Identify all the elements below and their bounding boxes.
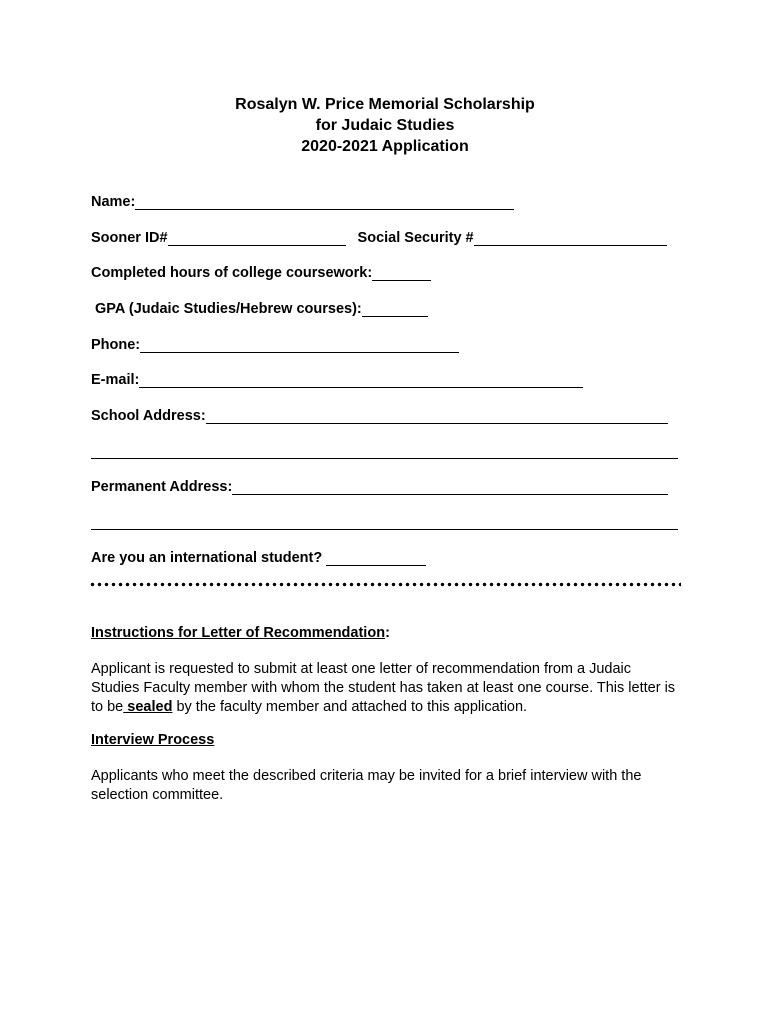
ssn-field[interactable] bbox=[474, 230, 667, 246]
email-field[interactable] bbox=[139, 372, 583, 388]
email-label: E-mail: bbox=[91, 372, 140, 388]
title-line-1: Rosalyn W. Price Memorial Scholarship bbox=[235, 96, 535, 113]
email-row bbox=[91, 370, 583, 388]
phone-label: Phone: bbox=[91, 337, 141, 353]
name-row bbox=[91, 192, 514, 210]
school-address-row bbox=[91, 406, 668, 424]
name-field[interactable] bbox=[135, 194, 514, 210]
sooner-id-label: Sooner ID# bbox=[91, 230, 168, 246]
gpa-label: GPA (Judaic Studies/Hebrew courses): bbox=[91, 301, 362, 317]
gpa-row bbox=[91, 299, 428, 317]
permanent-address-field-line-2[interactable] bbox=[91, 515, 678, 530]
title-line-3: 2020-2021 Application bbox=[301, 138, 469, 155]
school-address-field[interactable] bbox=[206, 408, 668, 424]
title-line-2: for Judaic Studies bbox=[315, 117, 455, 134]
permanent-address-row bbox=[91, 477, 668, 495]
permanent-address-field[interactable] bbox=[232, 479, 668, 495]
dotted-divider bbox=[89, 582, 681, 587]
sooner-id-field[interactable] bbox=[168, 230, 346, 246]
name-label: Name: bbox=[91, 194, 136, 210]
gpa-field[interactable] bbox=[362, 301, 428, 317]
international-label: Are you an international student? bbox=[91, 550, 327, 566]
interview-text: Applicants who meet the described criteria may be invited for a brief interview with the selection committee. bbox=[91, 768, 642, 803]
phone-field[interactable] bbox=[140, 337, 459, 353]
document-title bbox=[0, 94, 770, 157]
interview-heading: Interview Process bbox=[91, 732, 215, 748]
hours-label: Completed hours of college coursework: bbox=[91, 265, 373, 281]
hours-row bbox=[91, 263, 431, 281]
id-row bbox=[91, 228, 667, 246]
school-address-field-line-2[interactable] bbox=[91, 444, 678, 459]
recommendation-heading: Instructions for Letter of Recommendation: bbox=[91, 625, 390, 641]
ssn-label: Social Security # bbox=[357, 230, 474, 246]
phone-row bbox=[91, 335, 459, 353]
recommendation-text: Applicant is requested to submit at least one letter of recommendation from a Judaic Studies Faculty member with whom the student has taken at least one course. This letter is to be sealed by the faculty member and attached to this application. bbox=[91, 661, 676, 715]
school-address-label: School Address: bbox=[91, 408, 206, 424]
international-field[interactable] bbox=[326, 550, 426, 566]
international-row bbox=[91, 548, 426, 566]
hours-field[interactable] bbox=[372, 265, 431, 281]
permanent-address-label: Permanent Address: bbox=[91, 479, 233, 495]
sealed-emphasis: sealed bbox=[123, 699, 173, 715]
